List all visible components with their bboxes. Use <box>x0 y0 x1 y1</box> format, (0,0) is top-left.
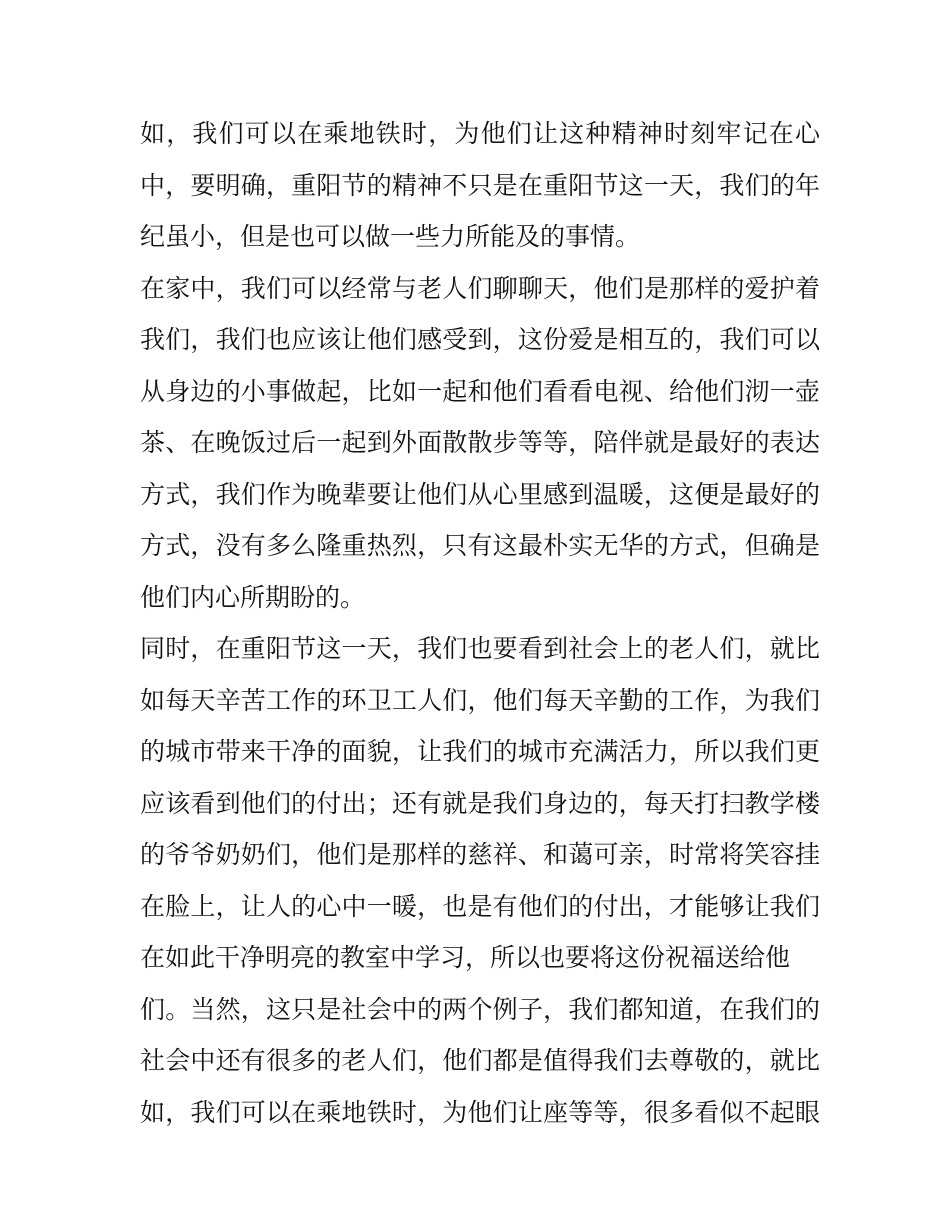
text-line: 中，要明确，重阳节的精神不只是在重阳节这一天，我们的年 <box>140 170 820 200</box>
text-line: 茶、在晚饭过后一起到外面散散步等等，陪伴就是最好的表达 <box>140 428 820 457</box>
text-line: 我们，我们也应该让他们感受到，这份爱是相互的，我们可以 <box>140 325 820 354</box>
text-line: 在家中，我们可以经常与老人们聊聊天，他们是那样的爱护着 <box>140 273 820 303</box>
text-line: 社会中还有很多的老人们，他们都是值得我们去尊敬的，就比 <box>140 1046 820 1075</box>
text-line: 如每天辛苦工作的环卫工人们，他们每天辛勤的工作，为我们 <box>140 685 820 715</box>
text-line: 方式，没有多么隆重热烈，只有这最朴实无华的方式，但确是 <box>140 531 820 560</box>
body-text <box>140 108 820 1138</box>
text-line: 从身边的小事做起，比如一起和他们看看电视、给他们沏一壶 <box>140 376 820 406</box>
text-line: 在如此干净明亮的教室中学习，所以也要将这份祝福送给他 <box>140 943 791 972</box>
text-line: 如，我们可以在乘地铁时，为他们让座等等，很多看似不起眼 <box>140 1097 820 1127</box>
text-line: 们。当然，这只是社会中的两个例子，我们都知道，在我们的 <box>140 994 820 1024</box>
text-line: 的城市带来干净的面貌，让我们的城市充满活力，所以我们更 <box>140 737 820 766</box>
text-line: 应该看到他们的付出；还有就是我们身边的，每天打扫教学楼 <box>140 788 820 818</box>
text-line: 同时，在重阳节这一天，我们也要看到社会上的老人们，就比 <box>140 634 820 663</box>
text-line: 如，我们可以在乘地铁时，为他们让这种精神时刻牢记在心 <box>140 119 820 148</box>
text-line: 方式，我们作为晚辈要让他们从心里感到温暖，这便是最好的 <box>140 479 820 509</box>
text-line: 的爷爷奶奶们，他们是那样的慈祥、和蔼可亲，时常将笑容挂 <box>140 840 820 869</box>
text-line: 在脸上，让人的心中一暖，也是有他们的付出，才能够让我们 <box>140 891 820 921</box>
text-line: 纪虽小，但是也可以做一些力所能及的事情。 <box>140 222 641 251</box>
text-line: 他们内心所期盼的。 <box>140 582 366 612</box>
